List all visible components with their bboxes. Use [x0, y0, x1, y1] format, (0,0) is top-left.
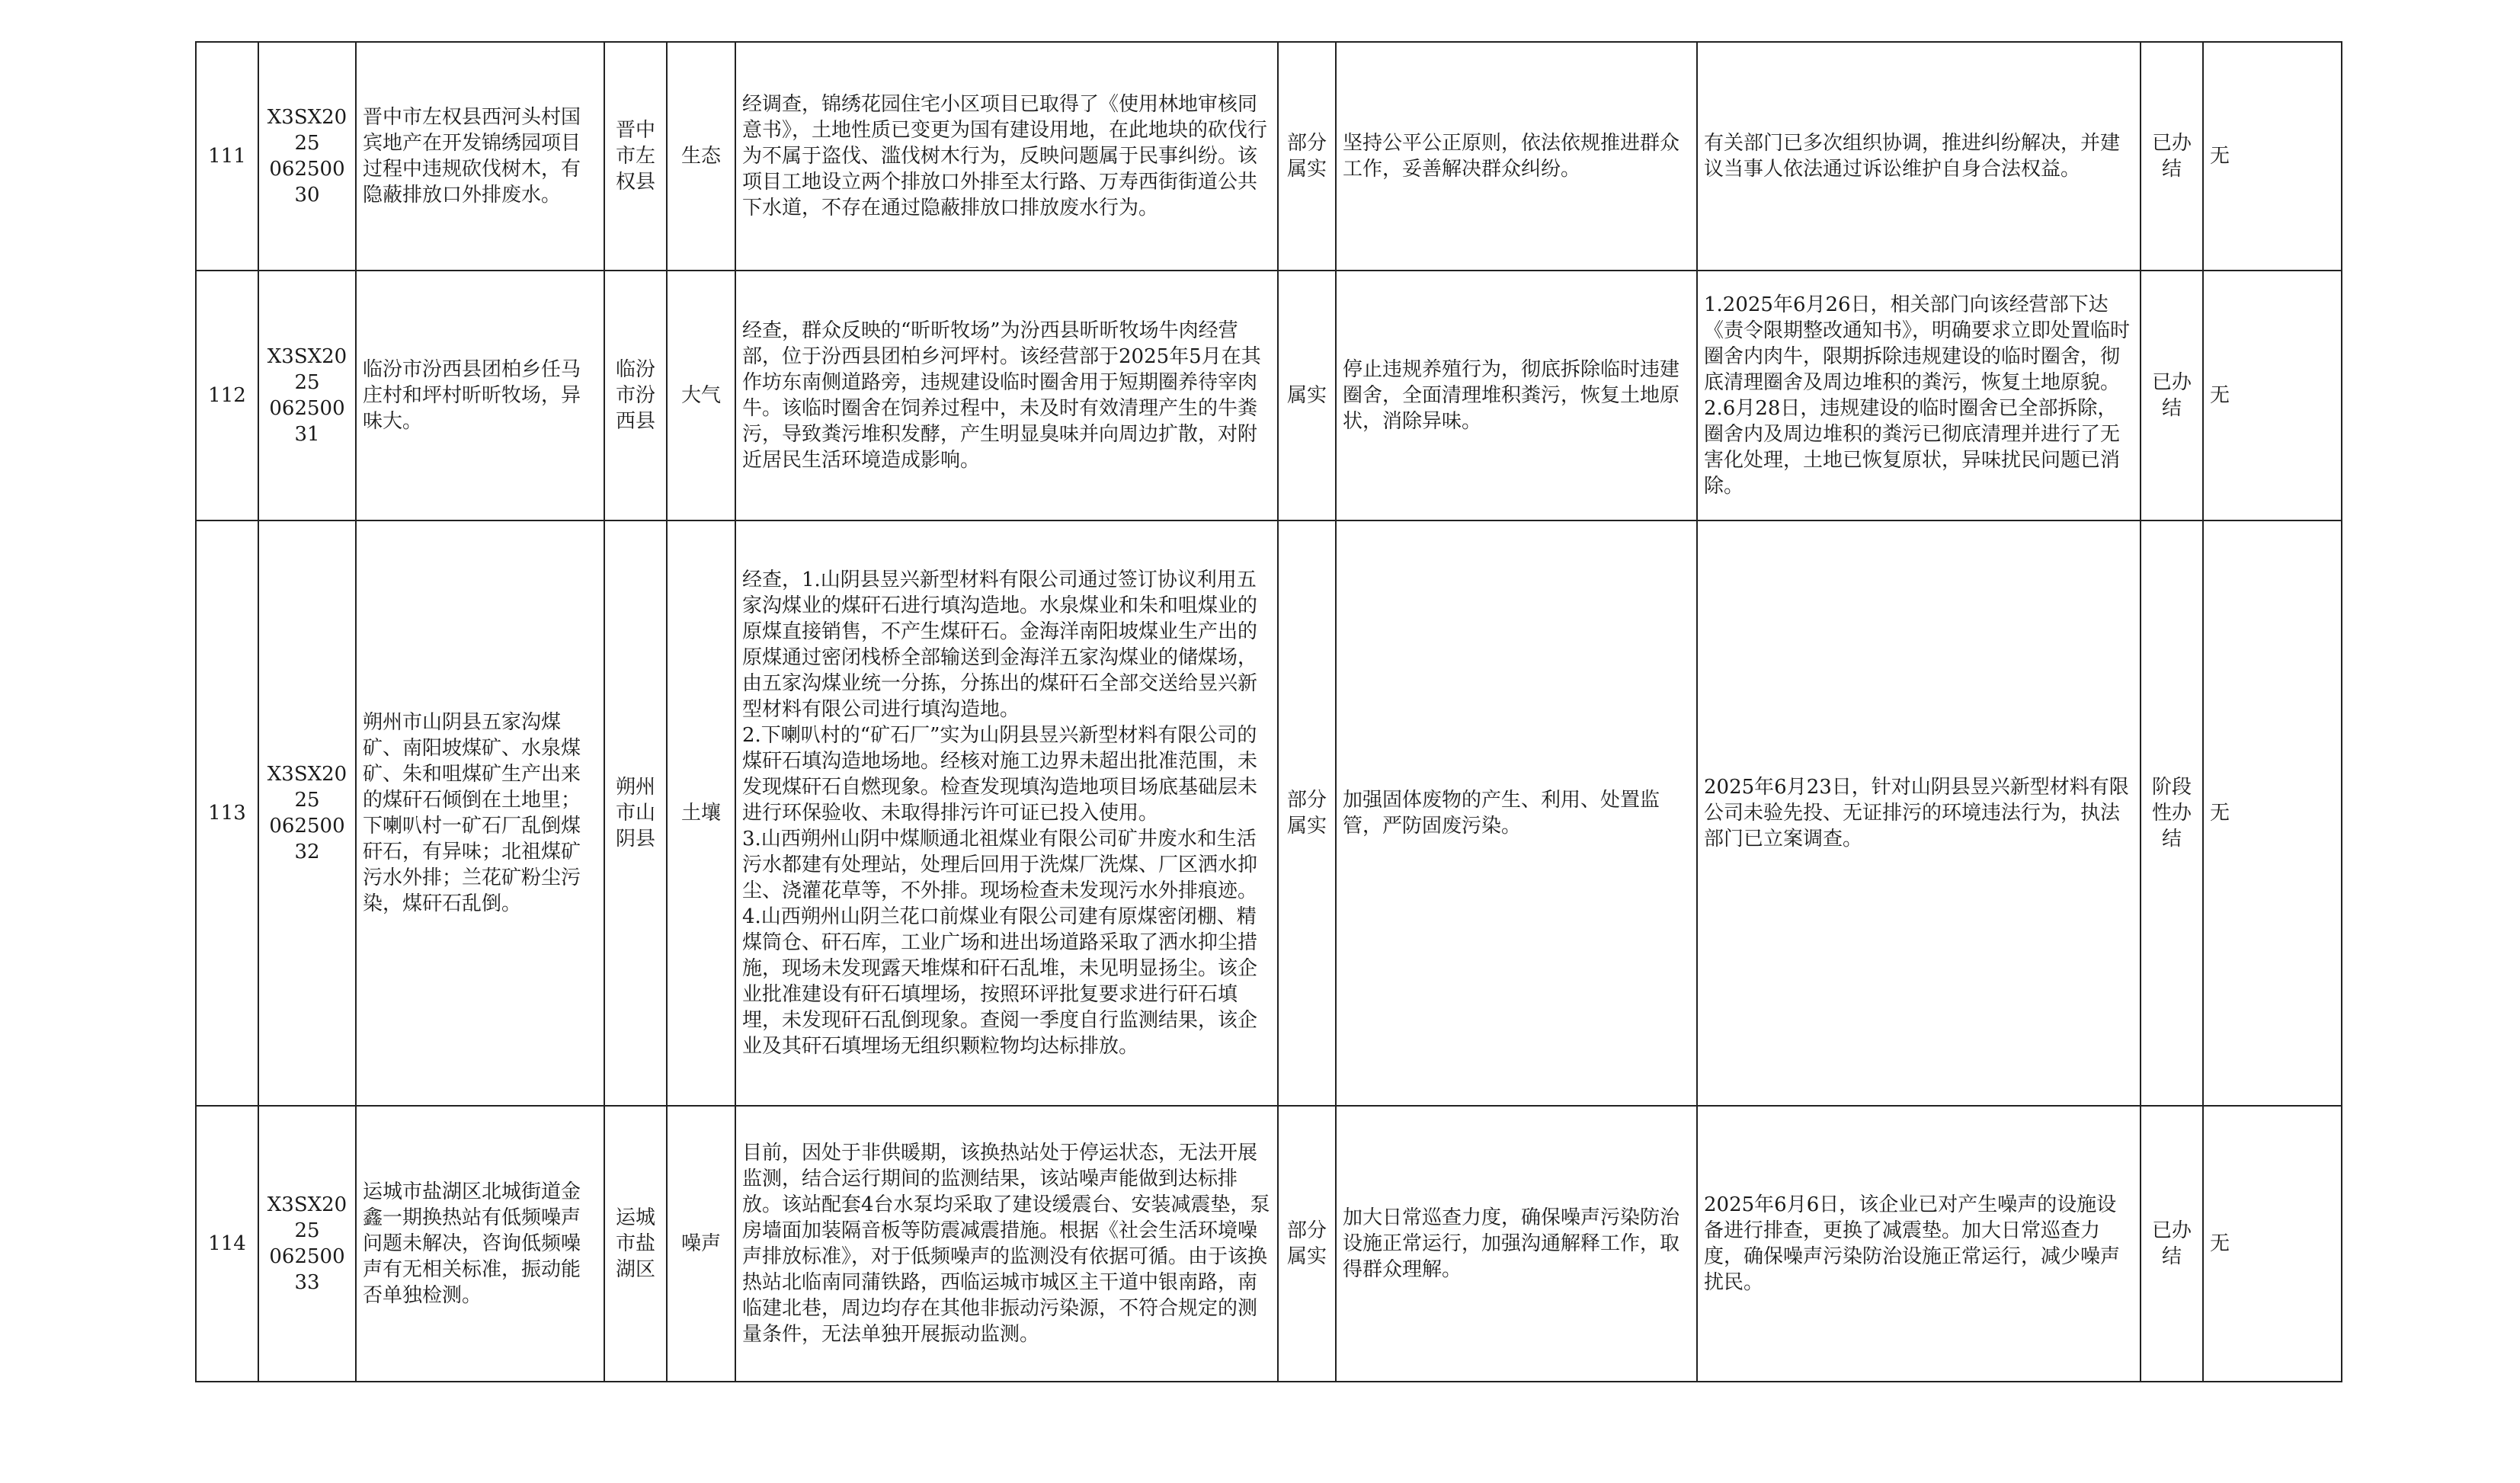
rectification-progress-cell: 1.2025年6月26日，相关部门向该经营部下达《责令限期整改通知书》，明确要求立即处置临时圈舍内肉牛，限期拆除违规建设的临时圈舍，彻底清理圈舍及周边堆积的粪污，恢复土地原貌。 2.6月28日，违规建设的临时圈舍已全部拆除，圈舍内及周边堆积的粪污已彻底清理并进行了无害化处理，土地已恢复原状，异味扰民问题已消除。: [1697, 271, 2141, 520]
complaint-content-cell: 临汾市汾西县团柏乡任马庄村和坪村昕昕牧场，异味大。: [356, 271, 604, 520]
investigation-result-cell: 经调查，锦绣花园住宅小区项目已取得了《使用林地审核同意书》，土地性质已变更为国有建设用地，在此地块的砍伐行为不属于盗伐、滥伐树木行为，反映问题属于民事纠纷。该项目工地设立两个排放口外排至太行路、万寿西街街道公共下水道，不存在通过隐蔽排放口排放废水行为。: [735, 42, 1278, 271]
case-status-cell: 阶段 性办 结: [2141, 520, 2203, 1106]
accountability-cell: 无: [2203, 520, 2342, 1106]
complaint-content-cell: 运城市盐湖区北城街道金鑫一期换热站有低频噪声问题未解决，咨询低频噪声有无相关标准，振动能否单独检测。: [356, 1106, 604, 1382]
case-code-cell: X3SX2025 06250032: [258, 520, 356, 1106]
accountability-cell: 无: [2203, 1106, 2342, 1382]
administrative-area-cell: 晋中 市左 权县: [604, 42, 667, 271]
table-row: [196, 1106, 2342, 1382]
verification-finding-cell: 部分 属实: [1278, 520, 1336, 1106]
row-number-cell: 114: [196, 1106, 258, 1382]
complaint-content-cell: 朔州市山阴县五家沟煤矿、南阳坡煤矿、水泉煤矿、朱和咀煤矿生产出来的煤矸石倾倒在土地里；下喇叭村一矿石厂乱倒煤矸石，有异味；北祖煤矿污水外排；兰花矿粉尘污染，煤矸石乱倒。: [356, 520, 604, 1106]
rectification-goal-cell: 坚持公平公正原则，依法依规推进群众工作，妥善解决群众纠纷。: [1336, 42, 1697, 271]
case-code-cell: X3SX2025 06250033: [258, 1106, 356, 1382]
rectification-progress-cell: 有关部门已多次组织协调，推进纠纷解决，并建议当事人依法通过诉讼维护自身合法权益。: [1697, 42, 2141, 271]
case-code-cell: X3SX2025 06250030: [258, 42, 356, 271]
table-row: [196, 271, 2342, 520]
verification-finding-cell: 部分 属实: [1278, 42, 1336, 271]
verification-finding-cell: 属实: [1278, 271, 1336, 520]
administrative-area-cell: 临汾 市汾 西县: [604, 271, 667, 520]
rectification-progress-cell: 2025年6月23日，针对山阴县昱兴新型材料有限公司未验先投、无证排污的环境违法行为，执法部门已立案调查。: [1697, 520, 2141, 1106]
pollution-type-cell: 噪声: [667, 1106, 735, 1382]
pollution-type-cell: 生态: [667, 42, 735, 271]
accountability-cell: 无: [2203, 42, 2342, 271]
verification-finding-cell: 部分 属实: [1278, 1106, 1336, 1382]
rectification-goal-cell: 加强固体废物的产生、利用、处置监管，严防固废污染。: [1336, 520, 1697, 1106]
administrative-area-cell: 运城 市盐 湖区: [604, 1106, 667, 1382]
case-status-cell: 已办 结: [2141, 42, 2203, 271]
case-status-cell: 已办 结: [2141, 271, 2203, 520]
rectification-goal-cell: 加大日常巡查力度，确保噪声污染防治设施正常运行，加强沟通解释工作，取得群众理解。: [1336, 1106, 1697, 1382]
accountability-cell: 无: [2203, 271, 2342, 520]
investigation-result-cell: 目前，因处于非供暖期，该换热站处于停运状态，无法开展监测，结合运行期间的监测结果，该站噪声能做到达标排放。该站配套4台水泵均采取了建设缓震台、安装减震垫，泵房墙面加装隔音板等防震减震措施。根据《社会生活环境噪声排放标准》，对于低频噪声的监测没有依据可循。由于该换热站北临南同蒲铁路，西临运城市城区主干道中银南路，南临建北巷，周边均存在其他非振动污染源，不符合规定的测量条件，无法单独开展振动监测。: [735, 1106, 1278, 1382]
administrative-area-cell: 朔州 市山 阴县: [604, 520, 667, 1106]
complaint-table: [195, 41, 2342, 1382]
complaint-content-cell: 晋中市左权县西河头村国宾地产在开发锦绣园项目过程中违规砍伐树木，有隐蔽排放口外排废水。: [356, 42, 604, 271]
case-code-cell: X3SX2025 06250031: [258, 271, 356, 520]
pollution-type-cell: 土壤: [667, 520, 735, 1106]
table-row: [196, 42, 2342, 271]
rectification-goal-cell: 停止违规养殖行为，彻底拆除临时违建圈舍，全面清理堆积粪污，恢复土地原状，消除异味。: [1336, 271, 1697, 520]
row-number-cell: 113: [196, 520, 258, 1106]
investigation-result-cell: 经查，1.山阴县昱兴新型材料有限公司通过签订协议利用五家沟煤业的煤矸石进行填沟造地。水泉煤业和朱和咀煤业的原煤直接销售，不产生煤矸石。金海洋南阳坡煤业生产出的原煤通过密闭栈桥全部输送到金海洋五家沟煤业的储煤场，由五家沟煤业统一分拣，分拣出的煤矸石全部交送给昱兴新型材料有限公司进行填沟造地。 2.下喇叭村的“矿石厂”实为山阴县昱兴新型材料有限公司的煤矸石填沟造地场地。经核对施工边界未超出批准范围，未发现煤矸石自燃现象。检查发现填沟造地项目场底基础层未进行环保验收、未取得排污许可证已投入使用。 3.山西朔州山阴中煤顺通北祖煤业有限公司矿井废水和生活污水都建有处理站，处理后回用于洗煤厂洗煤、厂区洒水抑尘、浇灌花草等，不外排。现场检查未发现污水外排痕迹。 4.山西朔州山阴兰花口前煤业有限公司建有原煤密闭棚、精煤筒仓、矸石库，工业广场和进出场道路采取了洒水抑尘措施，现场未发现露天堆煤和矸石乱堆，未见明显扬尘。该企业批准建设有矸石填埋场，按照环评批复要求进行矸石填埋，未发现矸石乱倒现象。查阅一季度自行监测结果，该企业及其矸石填埋场无组织颗粒物均达标排放。: [735, 520, 1278, 1106]
investigation-result-cell: 经查，群众反映的“昕昕牧场”为汾西县昕昕牧场牛肉经营部，位于汾西县团柏乡河坪村。该经营部于2025年5月在其作坊东南侧道路旁，违规建设临时圈舍用于短期圈养待宰肉牛。该临时圈舍在饲养过程中，未及时有效清理产生的牛粪污，导致粪污堆积发酵，产生明显臭味并向周边扩散，对附近居民生活环境造成影响。: [735, 271, 1278, 520]
row-number-cell: 111: [196, 42, 258, 271]
row-number-cell: 112: [196, 271, 258, 520]
table-row: [196, 520, 2342, 1106]
pollution-type-cell: 大气: [667, 271, 735, 520]
case-status-cell: 已办 结: [2141, 1106, 2203, 1382]
rectification-progress-cell: 2025年6月6日，该企业已对产生噪声的设施设备进行排查，更换了减震垫。加大日常巡查力度，确保噪声污染防治设施正常运行，减少噪声扰民。: [1697, 1106, 2141, 1382]
